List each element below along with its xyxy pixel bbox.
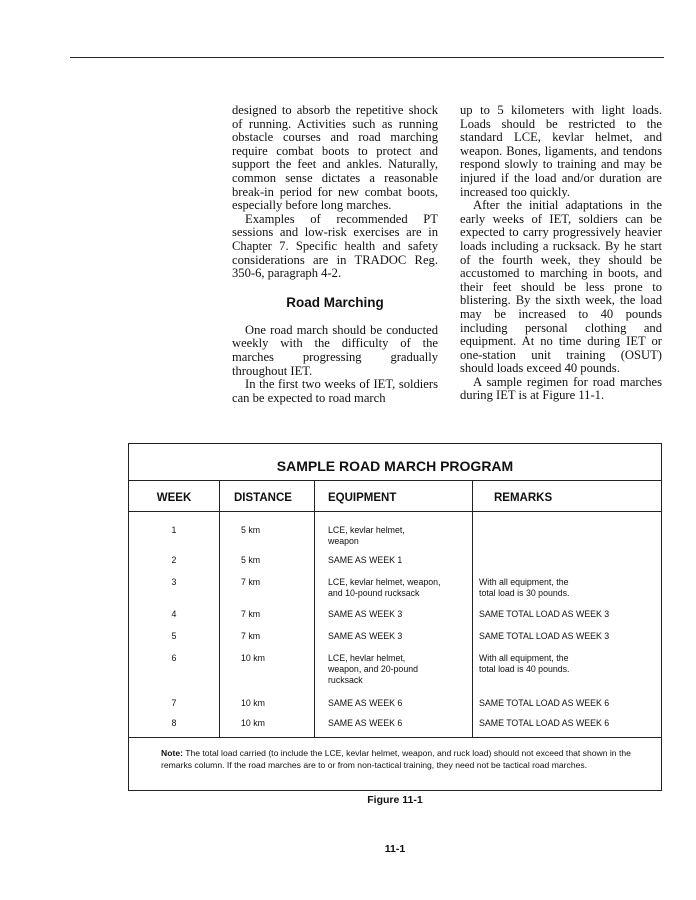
section-heading: Road Marching [286,294,384,310]
note-text: The total load carried (to include the LCE, kevlar helmet, weapon, and ruck load) should not exceed that shown in the remarks column. If the road marches are to or from non-tactical training, they need not be tactical road marches. [161,748,631,770]
figure-title: SAMPLE ROAD MARCH PROGRAM [129,444,661,481]
column-divider [472,481,473,737]
figure-caption: Figure 11-1 [367,794,423,806]
road-march-table [129,481,661,738]
row-equipment: SAME AS WEEK 1 [328,555,403,565]
row-week: 6 [171,653,177,663]
row-remarks: SAME TOTAL LOAD AS WEEK 6 [479,698,610,708]
row-week: 2 [171,555,177,565]
row-remarks: With all equipment, the total load is 40 pounds. [479,653,570,674]
page-number: 11-1 [384,843,406,855]
note-label: Note: [161,748,183,758]
left-paragraph-4: In the first two weeks of IET, soldiers can be expected to road march [232,377,438,405]
right-paragraph-3: A sample regimen for road marches during IET is at Figure 11-1. [460,374,662,403]
header-distance: DISTANCE [234,492,292,504]
road-march-figure [128,443,662,791]
row-week: 1 [171,525,177,535]
row-equipment: SAME AS WEEK 6 [328,718,403,728]
row-distance: 7 km [241,577,261,587]
row-equipment: LCE, hevlar helmet, weapon, and 20-pound rucksack [328,653,419,685]
row-remarks: SAME TOTAL LOAD AS WEEK 3 [479,609,610,619]
left-paragraph-3: One road march should be conducted weekly with the difficulty of the marches progressing gradually throughout IET. [232,322,438,378]
row-remarks: With all equipment, the total load is 30 pounds. [479,577,570,598]
row-distance: 10 km [241,718,265,728]
right-paragraph-2: After the initial adaptations in the early weeks of IET, soldiers can be expected to carry progressively heavier loads including a rucksack. By he start of the fourth week, they should be accustomed to marching in boots, and their feet should be less prone to blistering. By the sixth week, the load may be increased to 40 pounds including personal clothing and equipment. At no time during IET or one-station unit training (OSUT) should loads exceed 40 pounds. [460,198,662,376]
row-distance: 10 km [241,698,265,708]
row-week: 7 [171,698,177,708]
right-text-column [460,104,662,403]
row-distance: 7 km [241,631,261,641]
row-distance: 5 km [241,525,261,535]
row-week: 5 [171,631,177,641]
row-remarks: SAME TOTAL LOAD AS WEEK 3 [479,631,610,641]
row-equipment: SAME AS WEEK 3 [328,631,403,641]
header-week: WEEK [156,492,192,504]
column-divider [219,481,220,737]
row-equipment: LCE, kevlar helmet, weapon [328,525,405,546]
row-equipment: LCE, kevlar helmet, weapon, and 10-pound rucksack [328,577,441,598]
row-week: 8 [171,718,177,728]
row-week: 4 [171,609,177,619]
row-equipment: SAME AS WEEK 6 [328,698,403,708]
left-text-column [232,104,438,405]
figure-note [161,747,641,771]
top-rule [70,57,664,58]
right-paragraph-1: up to 5 kilometers with light loads. Loads should be restricted to the standard LCE, kevlar helmet, and weapon. Bones, ligaments, and tendons respond slowly to training and may be injured if the load and/or duration are increased too quickly. [460,103,662,199]
row-remarks: SAME TOTAL LOAD AS WEEK 6 [479,718,610,728]
header-rule [129,511,661,512]
column-divider [314,481,315,737]
row-distance: 5 km [241,555,261,565]
header-equipment: EQUIPMENT [328,492,397,504]
row-distance: 7 km [241,609,261,619]
header-remarks: REMARKS [494,492,553,504]
row-week: 3 [171,577,177,587]
row-equipment: SAME AS WEEK 3 [328,609,403,619]
left-paragraph-2: Examples of recommended PT sessions and low-risk exercises are in Chapter 7. Specific health and safety considerations are in TRADOC Reg. 350-6, paragraph 4-2. [232,211,438,281]
row-distance: 10 km [241,653,265,663]
left-paragraph-1: designed to absorb the repetitive shock of running. Activities such as running obstacle courses and road marching require combat boots to protect and support the feet and ankles. Naturally, common sense dictates a reasonable break-in period for new combat boots, especially before long marches. [232,103,438,213]
